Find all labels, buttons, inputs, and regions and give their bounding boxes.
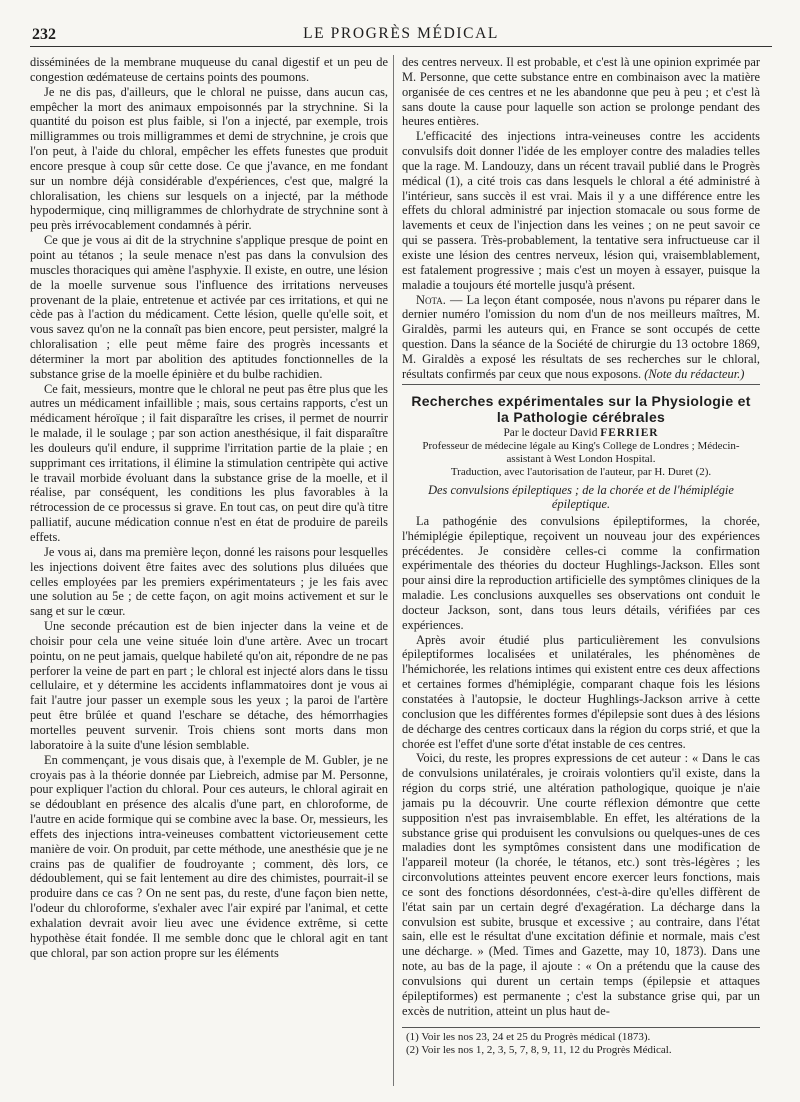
footnote: (1) Voir les nos 23, 24 et 25 du Progrès médical (1873). — [406, 1030, 651, 1043]
byline — [402, 427, 760, 440]
article-subtitle — [402, 483, 760, 511]
note-label: Nota. — [416, 292, 446, 307]
article-title-line: Recherches expérimentales sur la Physiologie et — [411, 392, 751, 409]
note-text: — La leçon étant composée, nous n'avons pu réparer dans le dernier numéro l'omission du nom d'un de nos meilleurs maîtres, M. Giraldès, parmi les auteurs qui, en France se sont occupés de cette question. Dans la séance de la Société de chirurgie du 13 octobre 1869, M. Giraldès a exposé les résultats de ses recherches sur le chloral, résultats confirmés par ceux que nous exposons. — [402, 292, 760, 381]
byline-prefix: Par le docteur David — [503, 426, 598, 439]
article-body — [402, 514, 760, 1019]
right-column — [402, 55, 760, 1058]
journal-title: LE PROGRÈS MÉDICAL — [303, 25, 499, 42]
paragraph: Après avoir étudié plus particulièrement les convulsions épileptiformes localisées et unilatérales, les phénomènes de l'hémichorée, les relations intimes qui existent entre ces deux affections et certaines formes d'hémiplégie, comparant chaque fois les lésions constatées à l'autopsie, le docteur Hughlings-Jackson arrive à cette conclusion que les différentes formes d'épilepsie sont dues à des lésions de décharge des centres corticaux dans la région du corps strié, et que la chorée est l'effet d'une sorte d'état instable de ces centres. — [402, 632, 760, 751]
page-number: 232 — [32, 26, 56, 43]
paragraph: Je vous ai, dans ma première leçon, donné les raisons pour lesquelles les injections doivent être faites avec des solutions plus diluées que celles employées par les premiers expérimentateurs ; je les fais avec une solution au 5e ; de cette façon, on agit moins activement et sur le sang et sur le cœur. — [30, 544, 388, 619]
article-title — [402, 393, 760, 425]
article — [402, 393, 760, 1019]
subtitle-line: épileptique. — [551, 496, 611, 511]
paragraph: Ce fait, messieurs, montre que le chloral ne peut pas être plus que les autres un médicament infaillible ; mais, sous certains rapports, c'est un médicament héroïque ; il fait disparaître les crises, il permet de nourrir le malade, il le soulage ; par son action anesthésique, il fait disparaître les douleurs qu'il endure, il supprime l'irritation partie de la plaie ; en supprimant ces irritations, il élimine la stimulation centripète qui active le travail morbide évoluant dans la substance grise de la moelle, et il réalise, par conséquent, les conditions les plus favorables à la rétrocession de ce processus si grave. En tout cas, on peut dire qu'à titre palliatif, aucune médication connue n'est en état de produire de pareils effets. — [30, 381, 388, 544]
note-signature: (Note du rédacteur.) — [644, 366, 745, 381]
translation-credit: Traduction, avec l'autorisation de l'auteur, par H. Duret (2). — [450, 465, 712, 478]
paragraph: L'efficacité des injections intra-veineuses contre les accidents convulsifs doit donner l'idée de les employer contre des maladies telles que la rage. M. Landouzy, dans un récent travail publié dans le Progrès médical (1), a cité trois cas dans lesquels le chloral a été administré à l'intérieur, sans succès il est vrai. Mais il y a une différence entre les effets du chloral administré par injection stomacale ou sous forme de lavements et ceux de l'injection dans les veines ; on ne peut savoir ce qui se passera. Très-probablement, la tentative sera infructueuse car il existe une lésion des centres nerveux, lésion qui, vraisemblablement, est fatalement progressive ; mais c'est un moyen à essayer, puisque la maladie a toujours été mortelle jusqu'à présent. — [402, 129, 760, 292]
affiliation — [402, 440, 760, 466]
paragraph: En commençant, je vous disais que, à l'exemple de M. Gubler, je ne croyais pas à la théorie donnée par Liebreich, admise par M. Personne, pour expliquer l'action du chloral. Pour ces auteurs, le chloral agirait en se dédoublant en présence des alcalis d'une part, en chloroforme, de l'autre en acide formique qui se combine avec la base. Or, messieurs, les effets des injections intra-veineuses combattent victorieusement cette manière de voir. On produit, par cette méthode, une anesthésie que je ne crains pas de qualifier de foudroyante ; comment, dès lors, ce dédoublement, qui se fait lentement au dire des chimistes, pourrait-il se produire dans ce cas ? On ne sent pas, du reste, d'une façon bien nette, l'odeur du chloroforme, s'exhaler avec l'air expiré par l'animal, et cette exhalation devrait avoir lieu avec une évidence extrême, si cette hypothèse était fondée. Il me semble donc que le chloral agit en tant que chloral, par son action propre sur les éléments — [30, 752, 388, 960]
affiliation-line: assistant à West London Hospital. — [506, 452, 656, 465]
footnote: (2) Voir les nos 1, 2, 3, 5, 7, 8, 9, 11, 12 du Progrès Médical. — [406, 1044, 672, 1057]
paragraph: La pathogénie des convulsions épileptiformes, la chorée, l'hémiplégie épileptique, reçoivent un nouveau jour des expériences précédentes. Je considère celles-ci comme la confirmation expérimentale des théories du docteur Hughlings-Jackson. Elles sont pour ainsi dire la reproduction artificielle des symptômes cliniques de la maladie. Les conclusions auxquelles ses observations ont conduit le docteur Jackson, sont, dans tous leurs détails, vérifiées par ces expériences. — [402, 513, 760, 632]
paragraph: Ce que je vous ai dit de la strychnine s'applique presque de point en point au tétanos ; la seule menace n'est pas dans la convulsion des muscles thoraciques qui amène l'asphyxie. Il existe, en outre, une lésion de la moelle survenue sous l'influence des irritations nerveuses provenant de la plaie, entretenue et activée par ces irritations, et qui ne cède pas à l'action du médicament. Cette lésion, quelle qu'elle soit, et vous savez qu'on ne la connaît pas bien encore, peut persister, malgré la chloralisation ; elle peut même faire des progrès incessants et déterminer la mort par abolition des aptitudes fonctionnelles de la substance grise de la moelle épinière et du bulbe rachidien. — [30, 233, 388, 381]
paragraph: disséminées de la membrane muqueuse du canal digestif et un peu de congestion œdémateuse de certains points des poumons. — [30, 55, 388, 84]
author-name: FERRIER — [600, 426, 659, 439]
page-header — [30, 22, 772, 47]
subtitle-line: Des convulsions épileptiques ; de la chorée et de l'hémiplégie — [428, 482, 734, 497]
left-column — [30, 55, 388, 960]
article-title-line: la Pathologie cérébrales — [496, 408, 666, 425]
editor-note — [402, 293, 760, 385]
affiliation-line: Professeur de médecine légale au King's College de Londres ; Médecin- — [422, 439, 740, 452]
paragraph: des centres nerveux. Il est probable, et c'est là une opinion exprimée par M. Personne, que cette substance entre en combinaison avec la matière organisée de ces centres et ne les abandonne que peu à peu ; et c'est là sans doute la cause pour laquelle son action se prolonge pendant des heures entières. — [402, 55, 760, 129]
paragraph: Voici, du reste, les propres expressions de cet auteur : « Dans le cas de convulsions unilatérales, je croirais volontiers qu'il existe, dans la région du corps strié, une altération pathologique, quoique je n'aie jamais pu la découvrir. Une courte réflexion démontre que cette supposition n'est pas invraisemblable. En effet, les altérations de la substance grise qui produisent les convulsions ou quelques-unes de ces maladies dont les symptômes consistent dans une modification de l'appareil moteur (la chorée, le tétanos, etc.) sont très-légères ; les circonvolutions atteintes peuvent encore exercer leurs fonctions, mais ce sont des fonctions désordonnées, c'est-à-dire qu'elles diffèrent de l'état sain par un certain degré d'exagération. La décharge dans la convulsion est subite, brusque et excessive ; au contraire, dans l'état sain, elle est le résultat d'une excitation définie et normale, mais c'est une décharge. » (Med. Times and Gazette, may 10, 1873). Dans une note, au bas de la page, il ajoute : « On a prétendu que la cause des convulsions qui durent un certain temps (épilepsie et attaques épileptiformes) est permanente ; c'est la substance grise qui, par un excès de nutrition, atteint un plus haut de- — [402, 751, 760, 1018]
column-divider — [393, 55, 394, 1086]
paragraph: Je ne dis pas, d'ailleurs, que le chloral ne puisse, dans aucun cas, empêcher la mort des animaux empoisonnés par la strychnine. Si la quantité du poison est plus faible, si l'on a injecté, par exemple, trois milligrammes ou trois milligrammes et demi de strychnine, je crois que l'on peut, à l'aide du chloral, empêcher les effets funestes que produit encore presque à coup sûr cette dose. Ce que j'avance, en me fondant sur un nombre déjà considérable d'expériences, c'est que, malgré la chloralisation, les chiens sur lesquels on a injecté, par la méthode hypodermique, cinq milligrammes de chlorhydrate de strychnine sont à peu près irrévocablement condamnés à périr. — [30, 84, 388, 233]
footnotes — [402, 1027, 760, 1058]
paragraph: Une seconde précaution est de bien injecter dans la veine et de choisir pour cela une veine située loin d'une artère. Avec un trocart pointu, on ne peut jamais, quelque habileté qu'on ait, répondre de ne pas perforer la veine de part en part ; le chloral est injecté alors dans le tissu cellulaire, et y détermine les accidents inflammatoires dont je vous ai fait l'autre jour passer un exemple sous les yeux ; la paroi de l'artère peut être brûlée et quand l'eschare se détache, des hémorrhagies mortelles peuvent survenir. Trois chiens sont morts dans mon laboratoire à la suite d'une lésion semblable. — [30, 619, 388, 752]
